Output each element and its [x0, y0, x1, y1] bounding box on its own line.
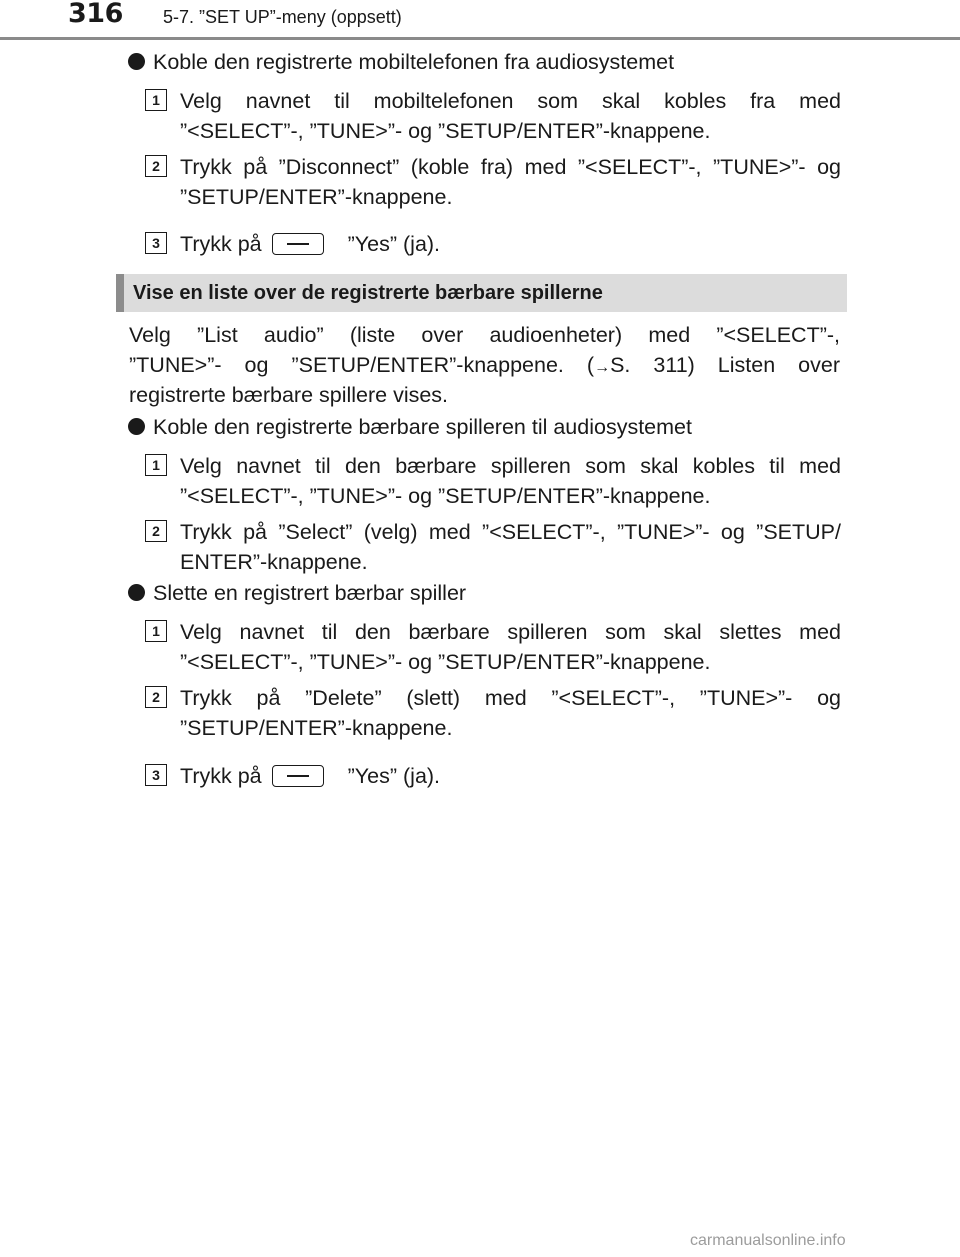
- step-number-badge: 2: [145, 520, 167, 542]
- step-number-badge: 3: [145, 764, 167, 786]
- step-text-line: Trykk på ”Delete” (slett) med ”<SELECT”-, ”TUNE>”- og: [180, 686, 841, 710]
- control-button-icon: [272, 765, 324, 787]
- subheading-box: [116, 274, 847, 312]
- subheading-bar: [116, 274, 124, 312]
- bullet-heading: Slette en registrert bærbar spiller: [128, 578, 466, 608]
- step-text-line: Trykk på ”Disconnect” (koble fra) med ”<SELECT”-, ”TUNE>”- og: [180, 155, 841, 179]
- step-text-line: Trykk på ”Yes” (ja).: [180, 232, 441, 256]
- bullet-dot-icon: [128, 584, 145, 601]
- control-button-icon: [272, 233, 324, 255]
- section-title: 5-7. ”SET UP”-meny (oppsett): [163, 7, 402, 27]
- paragraph-line: registrerte bærbare spillere vises.: [129, 383, 449, 407]
- step-text-line: Trykk på ”Select” (velg) med ”<SELECT”-, ”TUNE>”- og ”SETUP/: [180, 520, 841, 544]
- step-number-badge: 1: [145, 620, 167, 642]
- bullet-dot-icon: [128, 418, 145, 435]
- subheading-label: Vise en liste over de registrerte bærbare spillerne: [133, 282, 603, 304]
- header-rule: [0, 37, 960, 40]
- step-text-line: ”<SELECT”-, ”TUNE>”- og ”SETUP/ENTER”-knappene.: [180, 119, 711, 143]
- step-text-line: Velg navnet til den bærbare spilleren som skal kobles til med: [180, 454, 841, 478]
- bullet-heading: Koble den registrerte bærbare spilleren til audiosystemet: [128, 412, 692, 442]
- step-text-line: ”SETUP/ENTER”-knappene.: [180, 716, 453, 740]
- watermark-link[interactable]: carmanualsonline.info: [690, 1232, 846, 1249]
- paragraph-line: ”TUNE>”- og ”SETUP/ENTER”-knappene. (→S. 311) Listen over: [129, 353, 840, 377]
- arrow-right-icon: →: [594, 359, 611, 376]
- step-text-line: Velg navnet til den bærbare spilleren som skal slettes med: [180, 620, 841, 644]
- step-number-badge: 1: [145, 454, 167, 476]
- page-header: [0, 0, 960, 40]
- step-text-line: ”<SELECT”-, ”TUNE>”- og ”SETUP/ENTER”-knappene.: [180, 650, 711, 674]
- intro-paragraph: [129, 320, 840, 410]
- step-text-line: Velg navnet til mobiltelefonen som skal kobles fra med: [180, 89, 841, 113]
- step-number-badge: 2: [145, 155, 167, 177]
- step-text-line: ”SETUP/ENTER”-knappene.: [180, 185, 453, 209]
- step-text-line: ENTER”-knappene.: [180, 550, 368, 574]
- step-number-badge: 2: [145, 686, 167, 708]
- paragraph-line: Velg ”List audio” (liste over audioenheter) med ”<SELECT”-,: [129, 323, 840, 347]
- bullet-heading: Koble den registrerte mobiltelefonen fra audiosystemet: [128, 47, 674, 77]
- step-number-badge: 1: [145, 89, 167, 111]
- bullet-dot-icon: [128, 53, 145, 70]
- step-text-line: ”<SELECT”-, ”TUNE>”- og ”SETUP/ENTER”-knappene.: [180, 484, 711, 508]
- step-number-badge: 3: [145, 232, 167, 254]
- page-number: 316: [68, 0, 123, 29]
- step-text-line: Trykk på ”Yes” (ja).: [180, 764, 441, 788]
